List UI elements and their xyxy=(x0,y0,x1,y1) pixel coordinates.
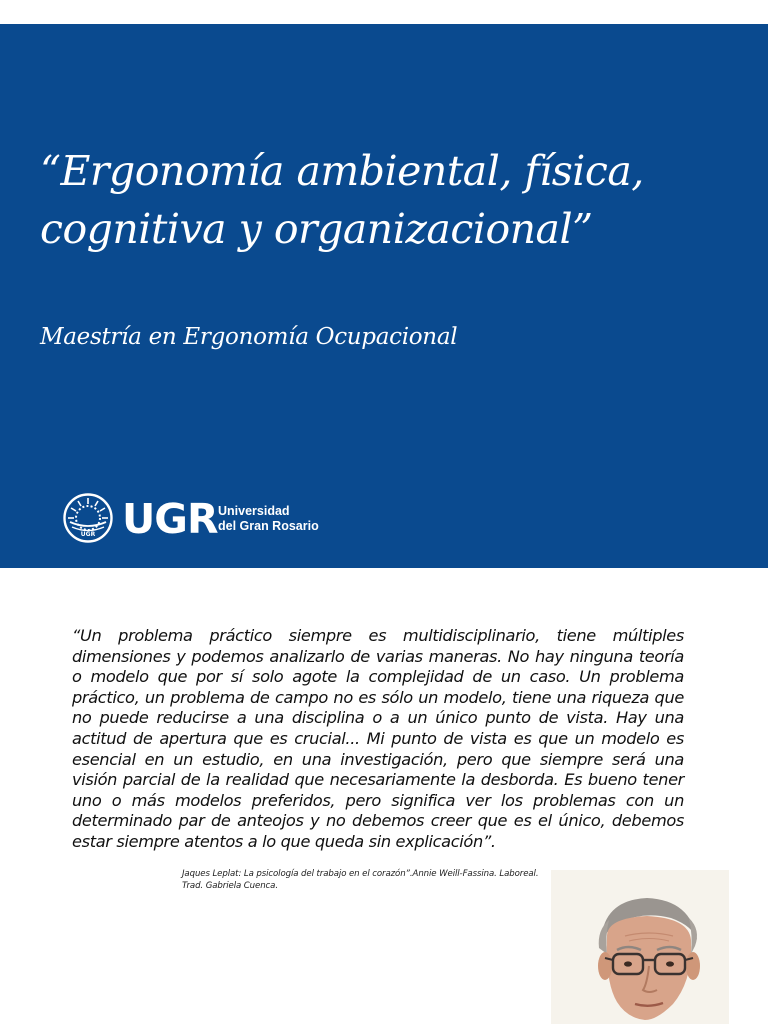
quote-citation: Jaques Leplat: La psicología del trabajo en el corazón”.Annie Weill-Fassina. Laboreal. Trad. Gabriela Cuenca. xyxy=(182,869,539,891)
ugr-emblem-icon xyxy=(62,492,114,544)
page-title: “Ergonomía ambiental, física, cognitiva y organizacional” xyxy=(40,147,644,253)
title-banner xyxy=(0,24,768,568)
portrait-elderly-man-icon xyxy=(551,870,729,1024)
logo-university-name: Universidad del Gran Rosario xyxy=(218,504,319,533)
quote-text: “Un problema práctico siempre es multidisciplinario, tiene múltiples dimensiones y podemos analizarlo de varias maneras. No hay ninguna teoría o modelo que por sí solo agote la complejidad de un caso. Un problema práctico, un problema de campo no es sólo un modelo, tiene una riqueza que no puede reducirse a una disciplina o a un único punto de vista. Hay una actitud de apertura que es crucial... Mi punto de vista es que un modelo es esencial en un estudio, en una investigación, pero que siempre será una visión parcial de la realidad que necesariamente la desborda. Es bueno tener uno o más modelos preferidos, pero significa ver los problemas con un determinado par de anteojos y no debemos creer que es el único, debemos estar siempre atentos a lo que queda sin explicación”. xyxy=(72,626,684,851)
logo-wordmark: UGR xyxy=(122,495,218,543)
page-subtitle: Maestría en Ergonomía Ocupacional xyxy=(40,324,458,350)
author-photo xyxy=(551,870,729,1024)
university-logo xyxy=(62,490,362,550)
ugr-emblem-text: UGR xyxy=(80,531,96,538)
